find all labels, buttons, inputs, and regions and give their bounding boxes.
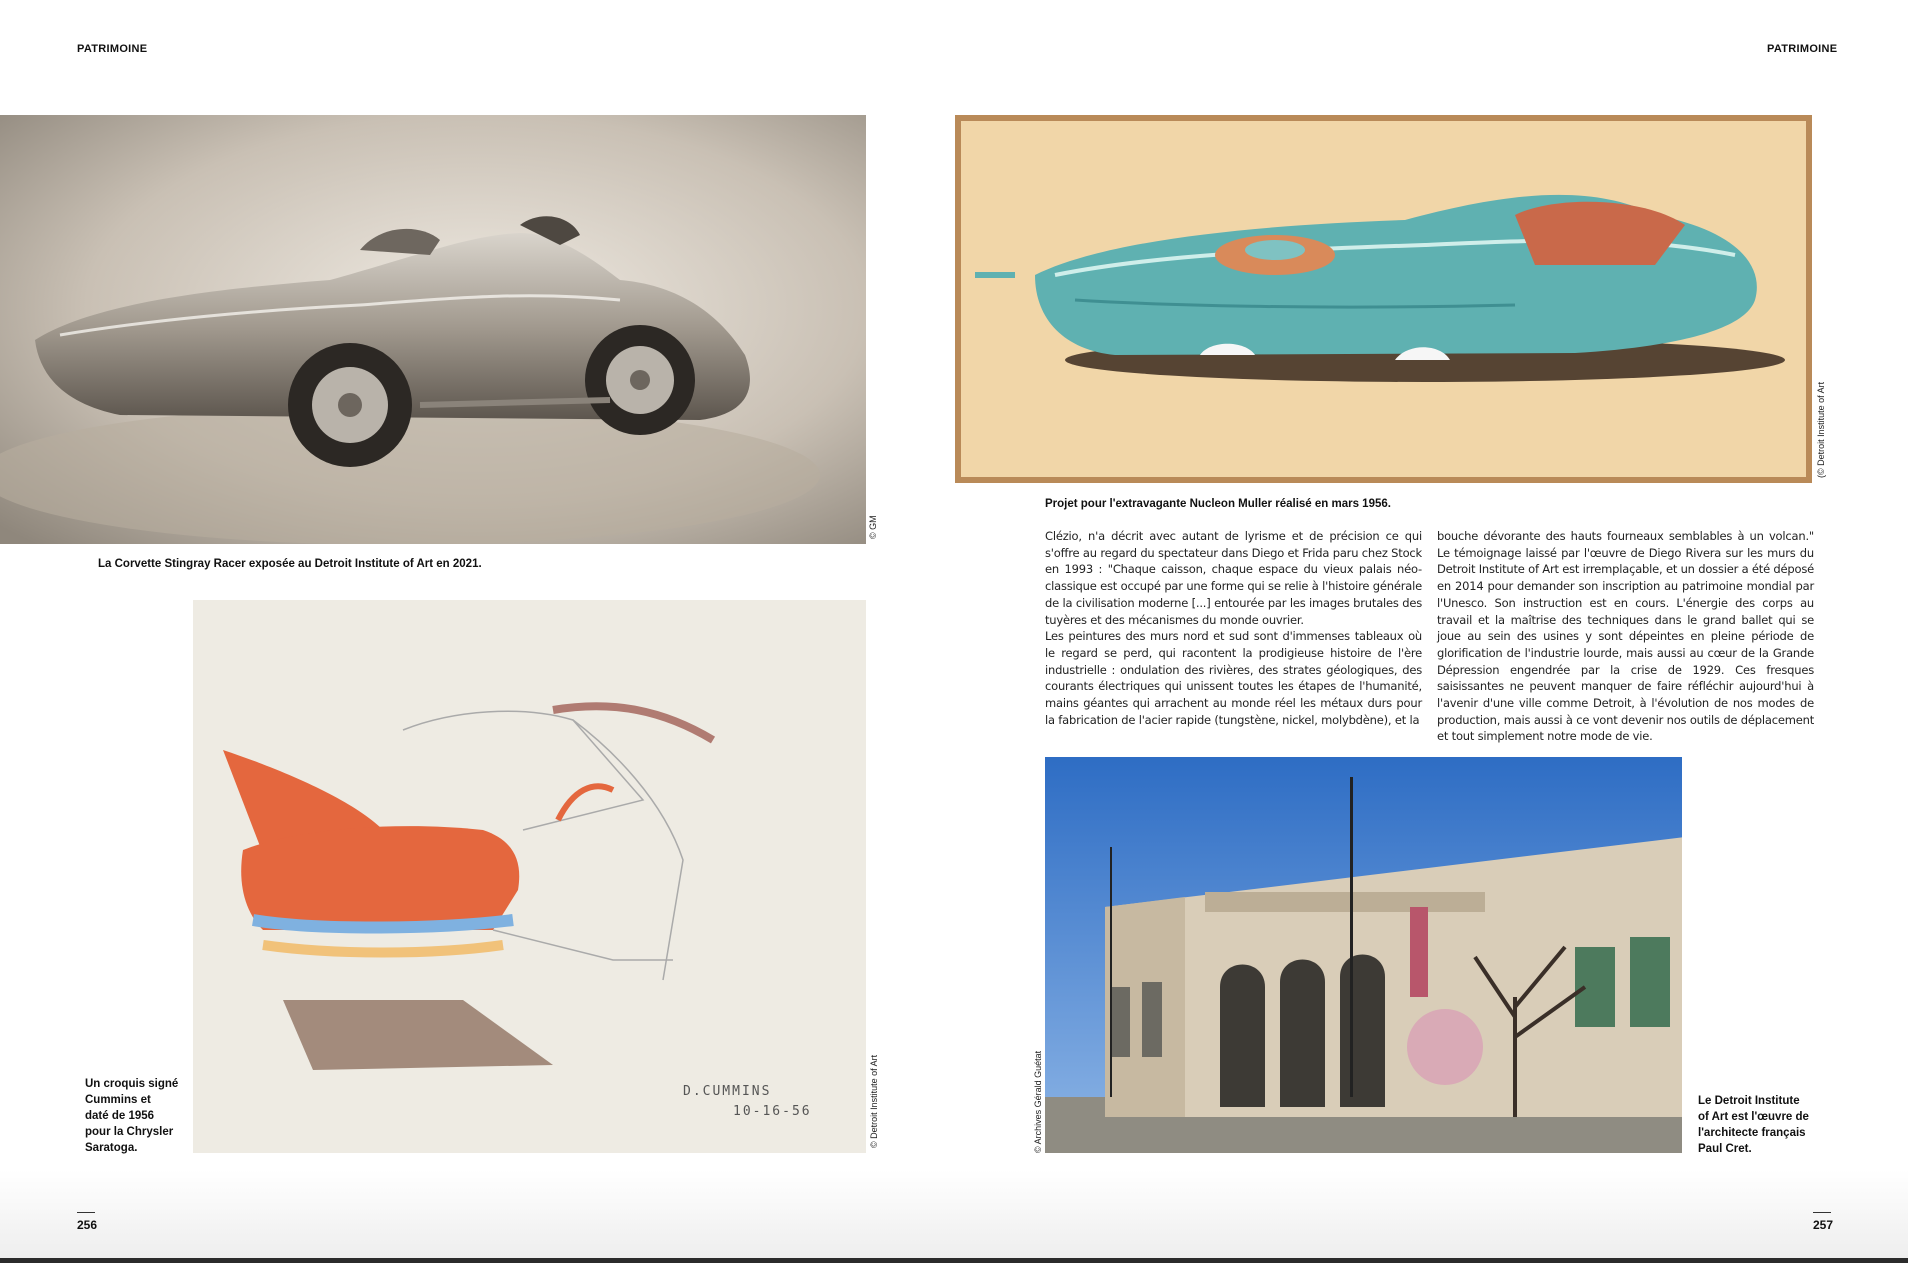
section-header-right: PATRIMOINE xyxy=(1767,43,1838,55)
corvette-photo-credit: © GM xyxy=(868,515,878,539)
caption-line: of Art est l'œuvre de xyxy=(1698,1111,1809,1123)
caption-line: l'architecte français xyxy=(1698,1127,1806,1139)
corvette-caption: La Corvette Stingray Racer exposée au Detroit Institute of Art en 2021. xyxy=(98,558,482,570)
page-footer-shade xyxy=(0,1170,1908,1258)
caption-line: Le Detroit Institute xyxy=(1698,1095,1800,1107)
caption-line: pour la Chrysler xyxy=(85,1126,174,1138)
caption-line: Saratoga. xyxy=(85,1142,138,1154)
page-number-left: 256 xyxy=(77,1212,97,1232)
caption-line: daté de 1956 xyxy=(85,1110,155,1122)
nucleon-caption: Projet pour l'extravagante Nucleon Muller réalisé en mars 1956. xyxy=(1045,498,1391,510)
article-column-2 xyxy=(1437,528,1814,745)
nucleon-muller-sketch xyxy=(955,115,1812,483)
caption-line: Cummins et xyxy=(85,1094,151,1106)
saratoga-sketch-credit: © Detroit Institute of Art xyxy=(869,1054,879,1148)
nucleon-sketch-credit: (© Detroit Institute of Art xyxy=(1816,381,1826,478)
saratoga-caption xyxy=(85,1076,195,1156)
caption-line: Un croquis signé xyxy=(85,1078,179,1090)
page-number-right: 257 xyxy=(1813,1212,1833,1232)
corvette-stingray-photo xyxy=(0,115,866,544)
chrysler-saratoga-sketch xyxy=(193,600,866,1153)
detroit-institute-photo xyxy=(1045,757,1682,1153)
museum-photo-credit: © Archives Gérald Guétat xyxy=(1033,1050,1043,1153)
article-column-1 xyxy=(1045,528,1422,728)
section-header-left: PATRIMOINE xyxy=(77,43,148,55)
sketch-signature-date: 10-16-56 xyxy=(733,1104,812,1119)
article-paragraph: bouche dévorante des hauts fourneaux semblables à un volcan." Le témoignage laissé par l'œuvre de Diego Rivera sur les murs du Detroit Institute of Art est irremplaçable, et un dossier a été déposé en 2014 pour demander son inscription au patrimoine mondial par l'Unesco. Son instruction est en cours. L'énergie des corps au travail et la maîtrise des techniques dans le grand ballet qui se joue au sein des usines y sont dépeintes en pleine période de glorification de l'industrie lourde, mais aussi au cœur de la Grande Dépression engendrée par la crise de 1929. Ces fresques saisissantes ne peuvent manquer de faire réfléchir aujourd'hui à l'avenir d'une ville comme Detroit, à l'évolution de nos modes de production, mais aussi à ce vont devenir nos outils de déplacement et tout simplement notre mode de vie. xyxy=(1437,529,1814,744)
caption-line: Paul Cret. xyxy=(1698,1143,1752,1155)
article-paragraph: Les peintures des murs nord et sud sont d'immenses tableaux où le regard se perd, qui racontent la prodigieuse histoire de l'ère industrielle : ondulation des rivières, des strates géologiques, des courants électriques qui unissent toutes les étapes de l'humanité, mains géantes qui arrachent au monde réel les métaux durs pour la fabrication de l'acier rapide (tungstène, nickel, molybdène), et la xyxy=(1045,629,1422,727)
sketch-signature-name: D.CUMMINS xyxy=(683,1084,772,1099)
article-paragraph: Clézio, n'a décrit avec autant de lyrisme et de précision ce qui s'offre au regard du spectateur dans Diego et Frida paru chez Stock en 1993 : "Chaque caisson, chaque espace du vieux palais néo-classique est occupé par une forme qui se relie à l'histoire générale de la civilisation moderne [...] entourée par les images brutales des tuyères et des mécanismes du monde ouvrier. xyxy=(1045,529,1422,627)
viewer-bottom-bar xyxy=(0,1258,1908,1263)
museum-caption xyxy=(1698,1093,1828,1157)
